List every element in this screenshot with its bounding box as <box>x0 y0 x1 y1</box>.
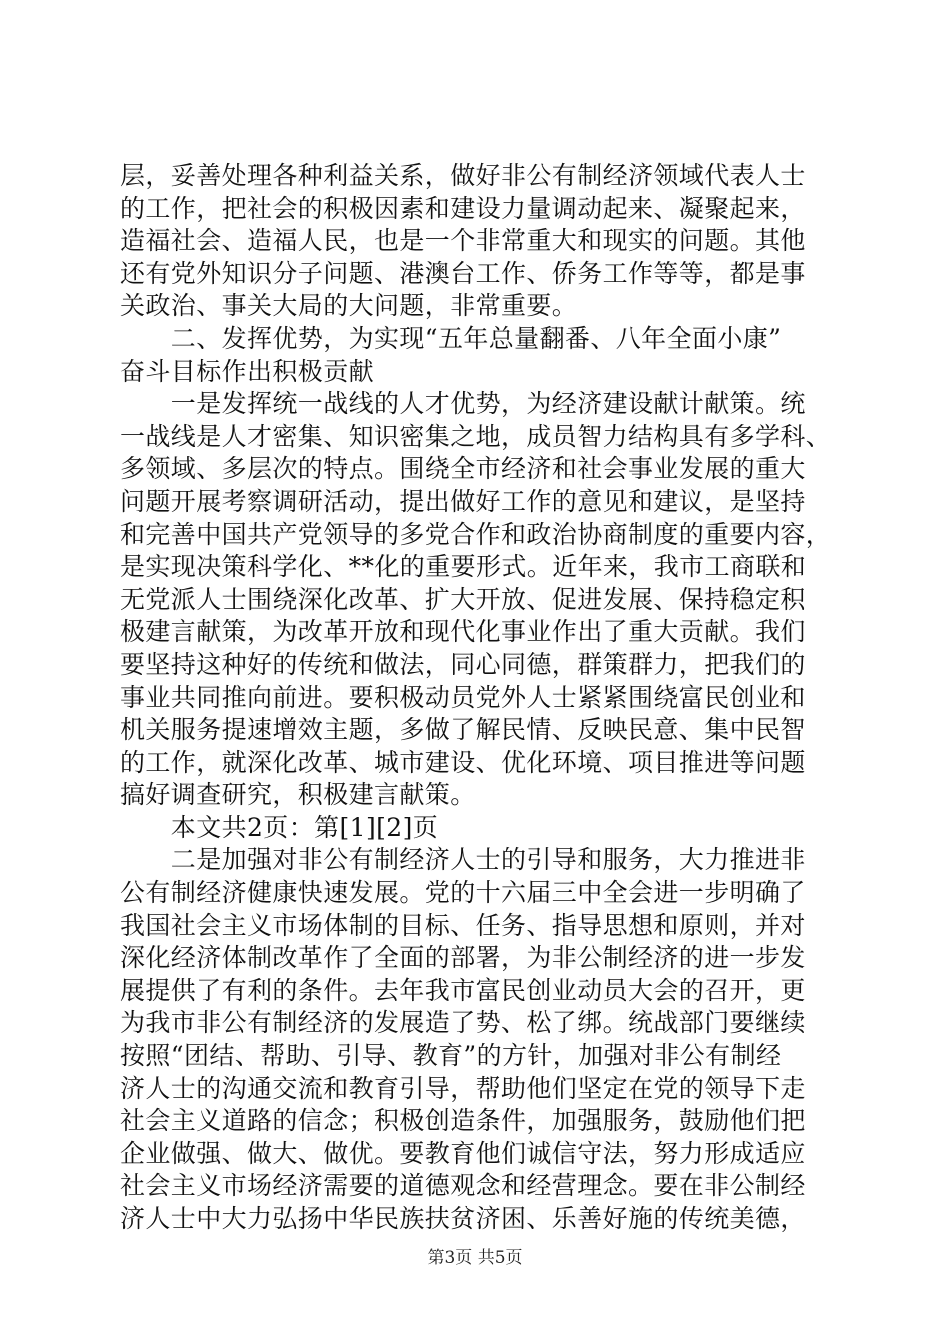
text-line: 为我市非公有制经济的发展造了势、松了绑。统战部门要继续 <box>120 1008 806 1038</box>
text-line: 机关服务提速增效主题，多做了解民情、反映民意、集中民智 <box>120 715 806 745</box>
text-line: 和完善中国共产党领导的多党合作和政治协商制度的重要内容， <box>120 519 832 549</box>
text-line: 事业共同推向前进。要积极动员党外人士紧紧围绕富民创业和 <box>120 682 806 712</box>
text-line: 一是发挥统一战线的人才优势，为经济建设献计献策。统 <box>120 389 806 419</box>
text-line: 社会主义市场经济需要的道德观念和经营理念。要在非公制经 <box>120 1171 806 1201</box>
page-navigation-line: 本文共2页：第[1][2]页 <box>120 812 439 842</box>
section-heading-line: 二、发挥优势，为实现“五年总量翻番、八年全面小康” <box>120 323 782 353</box>
text-line: 无党派人士围绕深化改革、扩大开放、促进发展、保持稳定积 <box>120 584 806 614</box>
text-line: 多领域、多层次的特点。围绕全市经济和社会事业发展的重大 <box>120 454 806 484</box>
text-line: 关政治、事关大局的大问题，非常重要。 <box>120 291 578 321</box>
text-line: 是实现决策科学化、**化的重要形式。近年来，我市工商联和 <box>120 552 807 582</box>
text-line: 一战线是人才密集、知识密集之地，成员智力结构具有多学科、 <box>120 421 832 451</box>
text-line: 还有党外知识分子问题、港澳台工作、侨务工作等等，都是事 <box>120 258 806 288</box>
text-line: 造福社会、造福人民，也是一个非常重大和现实的问题。其他 <box>120 226 806 256</box>
text-line: 企业做强、做大、做优。要教育他们诚信守法，努力形成适应 <box>120 1138 806 1168</box>
text-line: 的工作，就深化改革、城市建设、优化环境、项目推进等问题 <box>120 747 806 777</box>
text-line: 我国社会主义市场体制的目标、任务、指导思想和原则，并对 <box>120 910 806 940</box>
text-line: 公有制经济健康快速发展。党的十六届三中全会进一步明确了 <box>120 878 806 908</box>
text-line: 济人士的沟通交流和教育引导，帮助他们坚定在党的领导下走 <box>120 1073 806 1103</box>
text-line: 济人士中大力弘扬中华民族扶贫济困、乐善好施的传统美德， <box>120 1204 806 1233</box>
text-line: 深化经济体制改革作了全面的部署，为非公制经济的进一步发 <box>120 943 806 973</box>
text-line: 社会主义道路的信念；积极创造条件，加强服务，鼓励他们把 <box>120 1106 806 1136</box>
text-line: 极建言献策，为改革开放和现代化事业作出了重大贡献。我们 <box>120 617 806 647</box>
text-line: 要坚持这种好的传统和做法，同心同德，群策群力，把我们的 <box>120 649 806 679</box>
text-line: 的工作，把社会的积极因素和建设力量调动起来、凝聚起来， <box>120 193 806 223</box>
text-line: 按照“团结、帮助、引导、教育”的方针，加强对非公有制经 <box>120 1041 782 1071</box>
text-line: 搞好调查研究，积极建言献策。 <box>120 780 476 810</box>
text-line: 展提供了有利的条件。去年我市富民创业动员大会的召开，更 <box>120 975 806 1005</box>
document-body <box>120 160 842 1236</box>
page-footer <box>0 1243 950 1268</box>
page-number: 第3页 共5页 <box>427 1248 523 1268</box>
text-line: 层，妥善处理各种利益关系，做好非公有制经济领域代表人士 <box>120 161 806 190</box>
section-heading-line: 奋斗目标作出积极贡献 <box>120 356 375 386</box>
text-line: 问题开展考察调研活动，提出做好工作的意见和建议，是坚持 <box>120 486 806 516</box>
text-line: 二是加强对非公有制经济人士的引导和服务，大力推进非 <box>120 845 806 875</box>
